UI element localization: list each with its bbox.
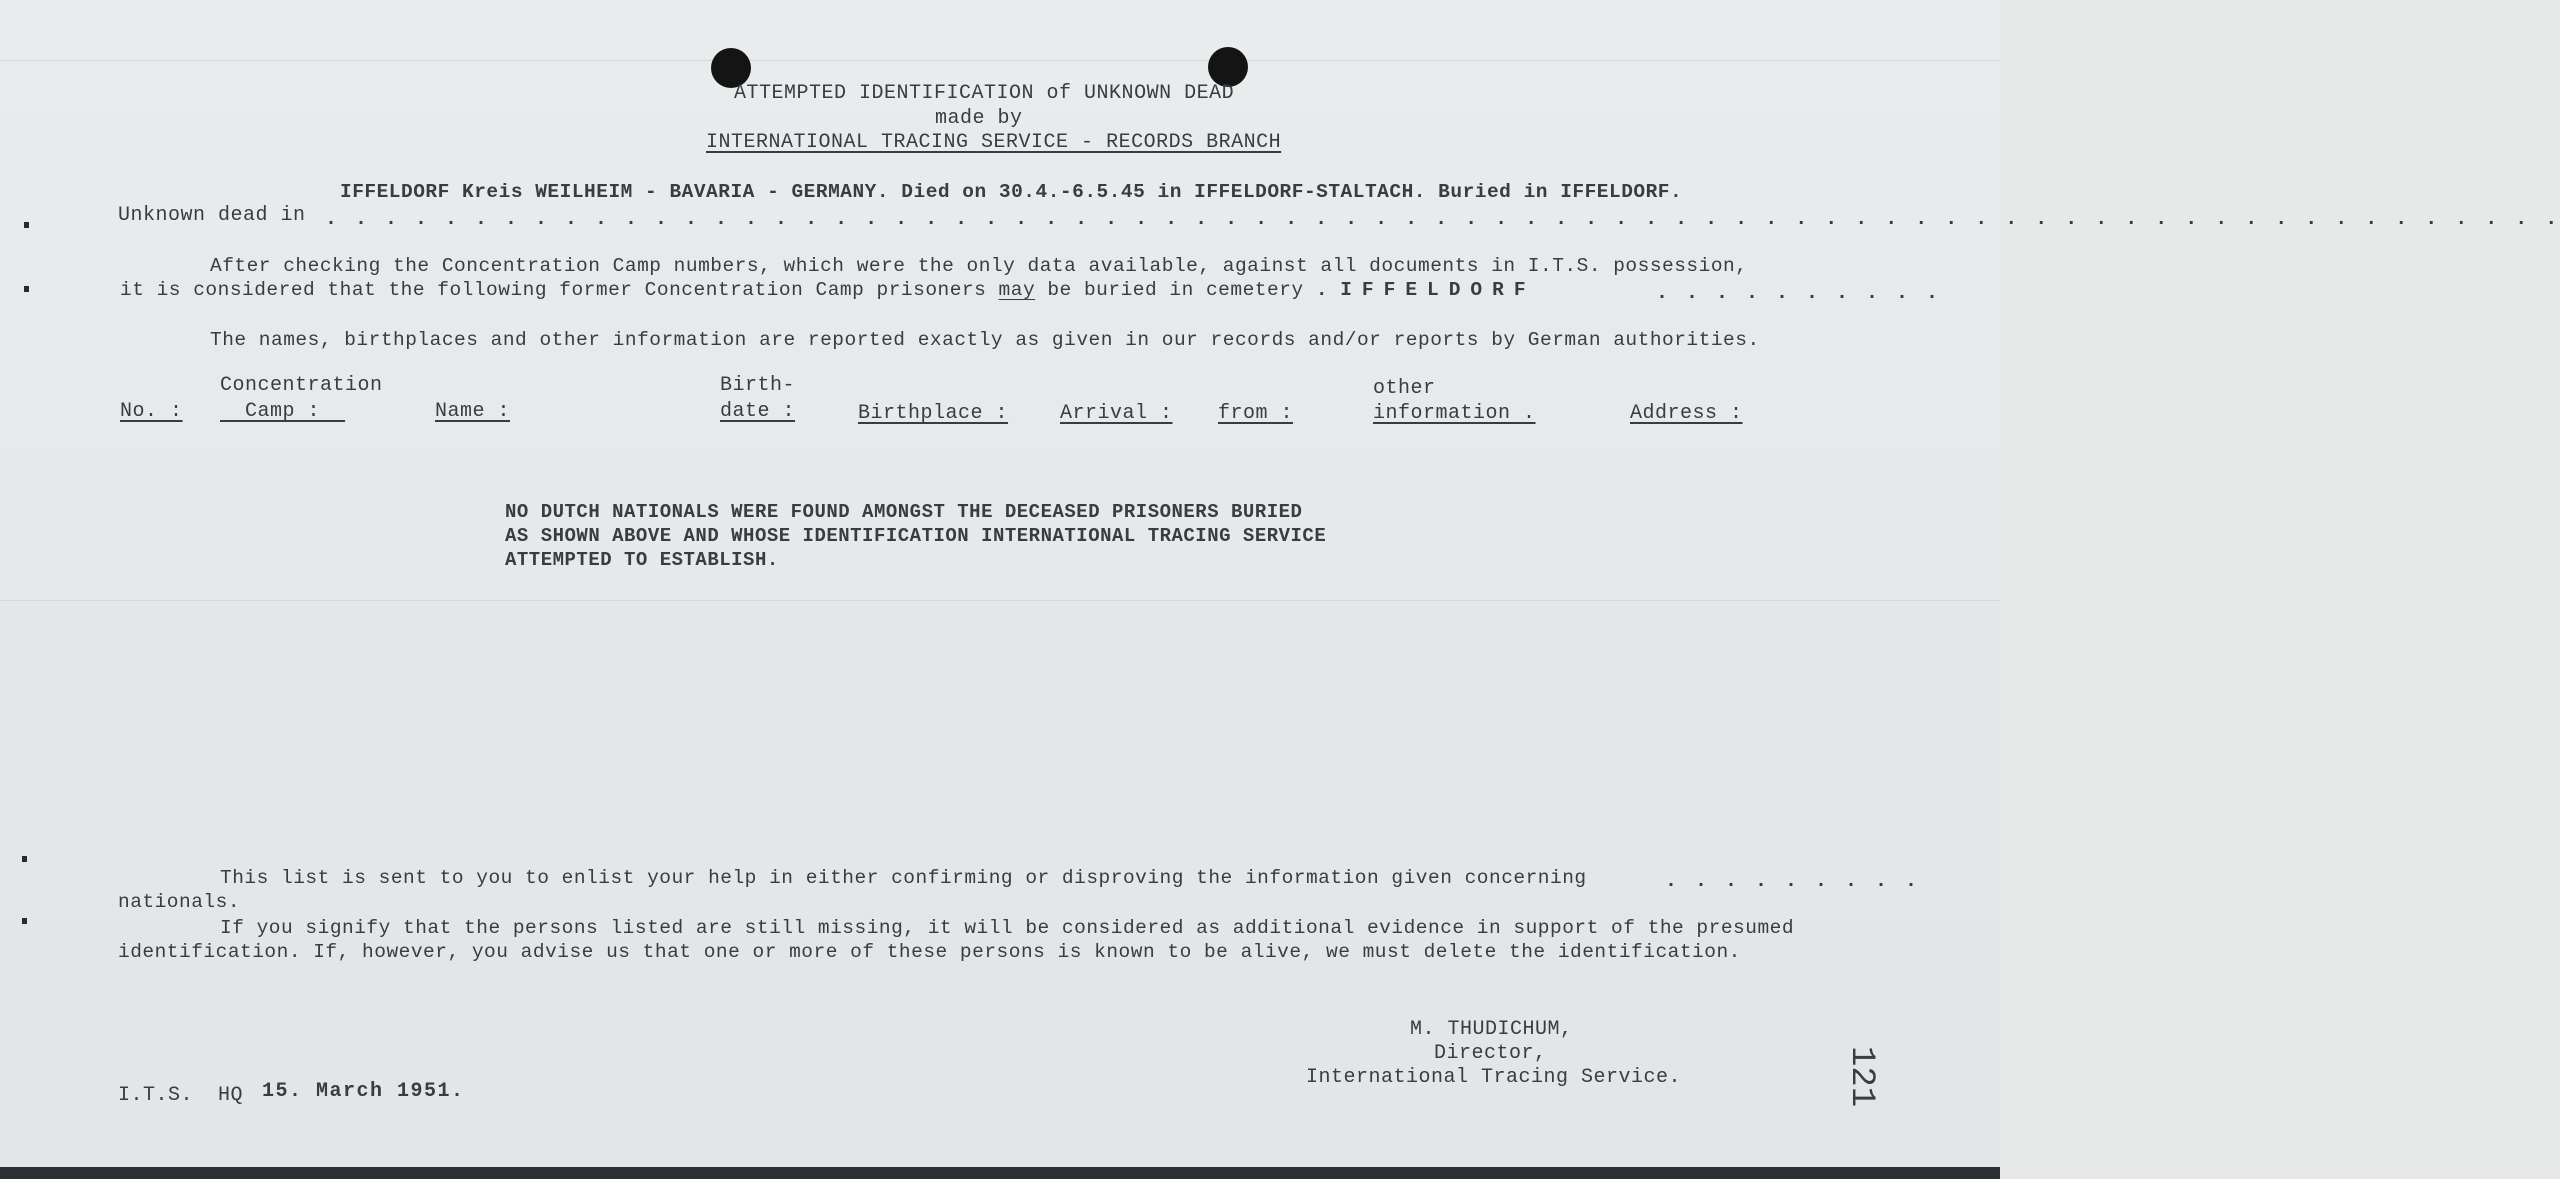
- notice-line-3: ATTEMPTED TO ESTABLISH.: [505, 549, 779, 571]
- location-label: Unknown dead in: [118, 204, 306, 227]
- leader-dots: . . . . . . . . .: [1665, 870, 1921, 893]
- margin-mark: [22, 918, 27, 924]
- signature-organization: International Tracing Service.: [1306, 1066, 1682, 1089]
- margin-mark: [24, 222, 29, 228]
- leader-dots: . . . . . . . . . . . . . . . . . . . . . . . . . . . . . . . . . . . . . . . . . . . . . . . . . . . . . . . . . . . . . . . . . . . . . . . . . . .: [325, 208, 2560, 231]
- notice-line-1: NO DUTCH NATIONALS WERE FOUND AMONGST THE DECEASED PRISONERS BURIED: [505, 501, 1303, 523]
- paragraph-2: The names, birthplaces and other information are reported exactly as given in our records and/or reports by German authorities.: [210, 329, 1760, 351]
- margin-mark: [22, 856, 27, 862]
- notice-line-2: AS SHOWN ABOVE AND WHOSE IDENTIFICATION INTERNATIONAL TRACING SERVICE: [505, 525, 1327, 547]
- column-birthdate: date :: [720, 400, 796, 423]
- footer-organization: I.T.S.: [118, 1084, 194, 1107]
- footer-date: 15. March 1951.: [262, 1080, 465, 1103]
- header-made-by: made by: [935, 107, 1023, 130]
- column-address: Address :: [1630, 402, 1743, 425]
- scan-edge: [0, 1167, 2000, 1179]
- paper-crease: [0, 600, 2000, 601]
- closing-line-4: identification. If, however, you advise us that one or more of these persons is known to be alive, we must delete the identification.: [118, 941, 1741, 963]
- column-name: Name :: [435, 400, 511, 423]
- column-no: No. :: [120, 400, 183, 423]
- column-birthdate-top: Birth-: [720, 374, 796, 397]
- paragraph-1-line-1: After checking the Concentration Camp numbers, which were the only data available, against all documents in I.T.S. possession,: [210, 255, 1748, 277]
- footer-hq: HQ: [218, 1084, 244, 1107]
- closing-line-1: This list is sent to you to enlist your help in either confirming or disproving the information given concerning: [220, 867, 1587, 889]
- location-details: IFFELDORF Kreis WEILHEIM - BAVARIA - GERMANY. Died on 30.4.-6.5.45 in IFFELDORF-STALTACH. Buried in IFFELDORF.: [340, 181, 1683, 203]
- closing-line-3: If you signify that the persons listed are still missing, it will be considered as additional evidence in support of the presumed: [220, 917, 1795, 939]
- header-organization: INTERNATIONAL TRACING SERVICE - RECORDS BRANCH: [706, 131, 1282, 154]
- cemetery-name: IFFELDORF: [1340, 279, 1536, 301]
- leader-dots: . . . . . . . . . .: [1656, 282, 1942, 305]
- paragraph-1-line-2: it is considered that the following former Concentration Camp prisoners may be buried in cemetery . IFFELDORF: [120, 279, 1536, 301]
- column-camp-top: Concentration: [220, 374, 383, 397]
- punch-hole: [1208, 47, 1248, 87]
- column-arrival: Arrival :: [1060, 402, 1173, 425]
- column-other-information: information .: [1373, 402, 1536, 425]
- closing-line-2: nationals.: [118, 891, 241, 913]
- header-title: ATTEMPTED IDENTIFICATION of UNKNOWN DEAD: [734, 82, 1235, 105]
- column-camp: Camp :: [245, 400, 321, 423]
- paper-crease: [0, 60, 2000, 61]
- margin-mark: [24, 286, 29, 292]
- page-number: 121: [1842, 1046, 1880, 1108]
- column-from: from :: [1218, 402, 1294, 425]
- signature-title: Director,: [1434, 1042, 1547, 1065]
- signature-name: M. THUDICHUM,: [1410, 1018, 1573, 1041]
- column-birthplace: Birthplace :: [858, 402, 1009, 425]
- column-other-top: other: [1373, 377, 1436, 400]
